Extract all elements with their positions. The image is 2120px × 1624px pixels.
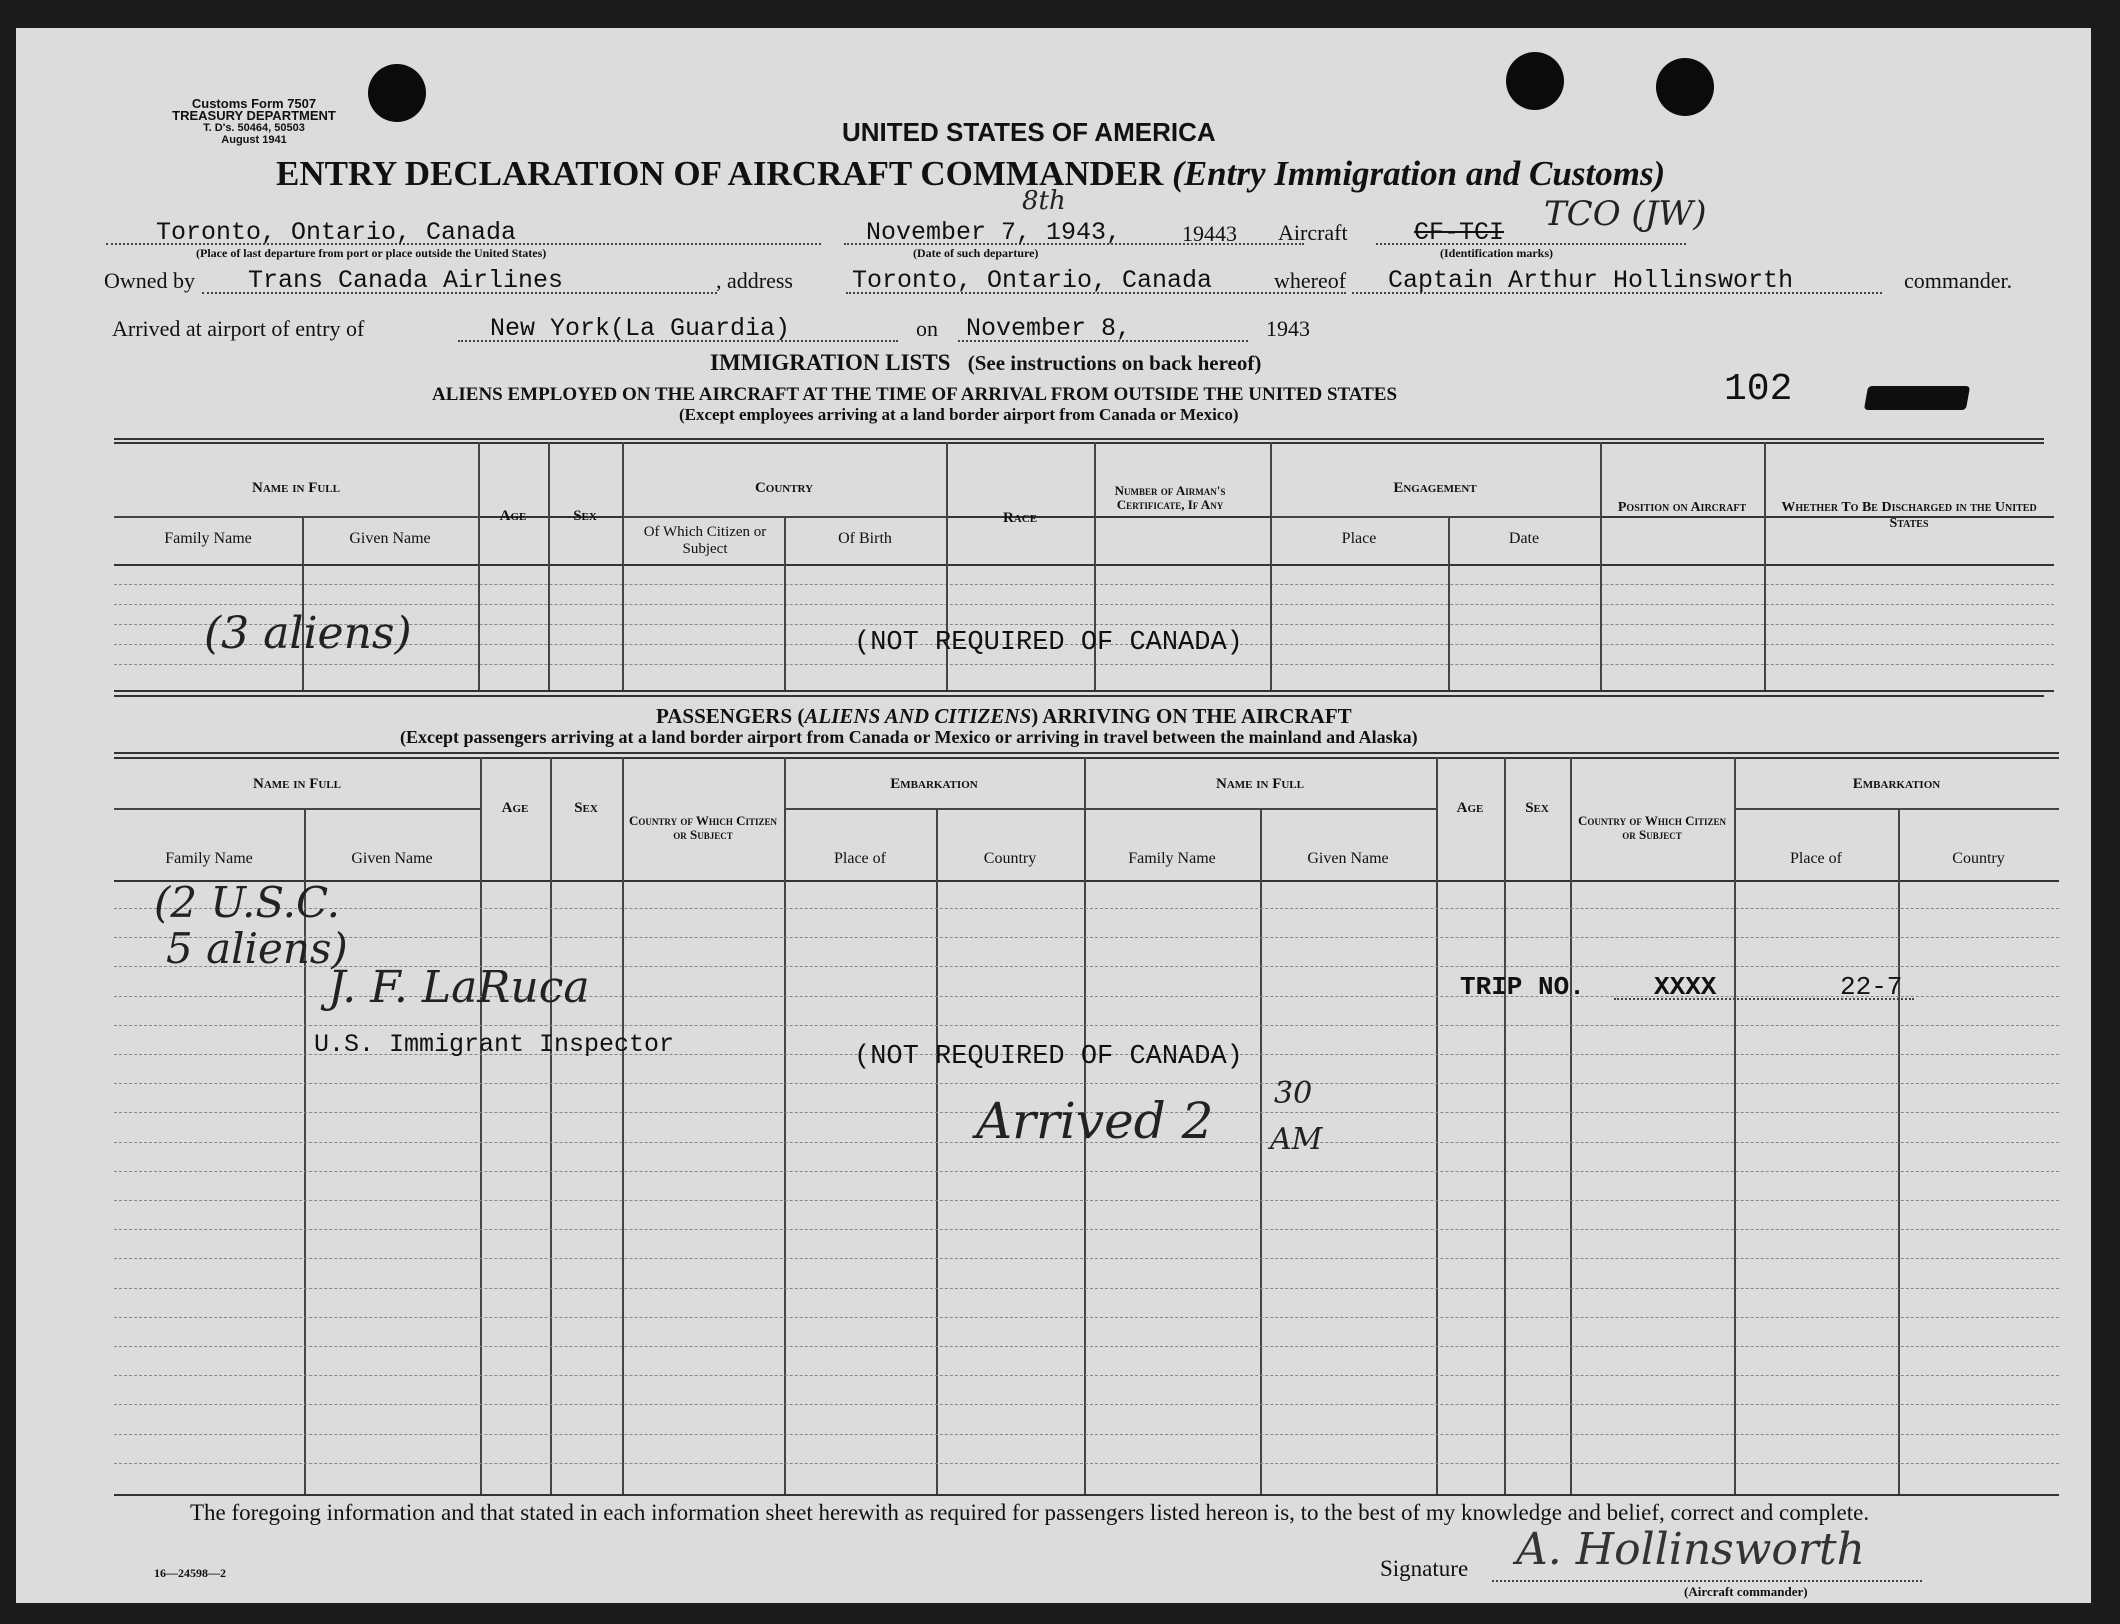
- form-title-main: ENTRY DECLARATION OF AIRCRAFT COMMANDER: [276, 154, 1164, 193]
- punch-hole-right: [1656, 58, 1714, 116]
- passenger-row-line: [114, 937, 2059, 938]
- departure-place: Toronto, Ontario, Canada: [156, 218, 517, 247]
- aircraft-id: CF-TCI: [1414, 218, 1505, 247]
- date-caption: (Date of such departure): [913, 246, 1039, 260]
- passenger-note-line1: (2 U.S.C.: [154, 878, 340, 927]
- on-label: on: [916, 316, 938, 341]
- passenger-note-line2: 5 aliens): [166, 924, 348, 973]
- aliens-subheading: (Except employees arriving at a land border airport from Canada or Mexico): [679, 405, 1239, 424]
- pass-col-country: Country: [983, 850, 1037, 867]
- pass-col-embarkation: Embarkation: [890, 776, 978, 792]
- departure-date: November 7, 1943,: [866, 218, 1122, 247]
- departure-caption: (Place of last departure from port or place outside the United States): [196, 246, 547, 260]
- immigration-heading-note: (See instructions on back hereof): [967, 351, 1262, 375]
- passenger-row-line: [114, 1404, 2059, 1405]
- aliens-col-citizen: Of Which Citizen or Subject: [643, 524, 767, 557]
- form-number: Customs Form 7507: [191, 96, 317, 111]
- treasury-decisions: T. D's. 50464, 50503: [203, 122, 305, 134]
- signature-label: Signature: [1380, 1556, 1469, 1581]
- aliens-col-discharged: Whether To Be Discharged in the United States: [1781, 500, 2037, 531]
- airport: New York(La Guardia): [490, 314, 791, 343]
- commander-label: commander.: [1904, 268, 2013, 293]
- arrived-note-text: Arrived 2: [976, 1092, 1214, 1150]
- signature-caption: (Aircraft commander): [1684, 1584, 1808, 1599]
- country-title: UNITED STATES OF AMERICA: [842, 117, 1216, 147]
- aliens-not-required-stamp: (NOT REQUIRED OF CANADA): [854, 628, 1243, 658]
- pass-col-age-2: Age: [1456, 800, 1484, 816]
- passengers-not-required-stamp: (NOT REQUIRED OF CANADA): [854, 1042, 1243, 1072]
- pass-col-sex: Sex: [574, 800, 598, 816]
- aliens-col-race: Race: [1002, 510, 1038, 526]
- passenger-row-line: [114, 1025, 2059, 1026]
- aliens-table: [114, 438, 2054, 696]
- commander-signature: A. Hollinsworth: [1516, 1524, 1865, 1575]
- pass-col-family-name: Family Name: [165, 850, 253, 867]
- pass-col-age: Age: [501, 800, 529, 816]
- passengers-heading: [656, 704, 1352, 729]
- pass-col-country-2: Country: [1952, 850, 2005, 867]
- pass-col-sex-2: Sex: [1525, 800, 1549, 816]
- form-sheet: [16, 28, 2091, 1603]
- arrived-note-am: AM: [1270, 1122, 1323, 1157]
- passengers-table: [114, 752, 2059, 1498]
- department: TREASURY DEPARTMENT: [172, 108, 336, 123]
- owned-by-label: Owned by: [104, 268, 196, 293]
- aircraft-label: Aircraft: [1278, 220, 1348, 245]
- inspector-signature: J. F. LaRuca: [328, 962, 590, 1013]
- passengers-heading-a: PASSENGERS (: [656, 704, 805, 728]
- passenger-row-line: [114, 1317, 2059, 1318]
- passengers-heading-c: ) ARRIVING ON THE AIRCRAFT: [1031, 704, 1352, 728]
- redaction-mark: [1864, 386, 1970, 410]
- aliens-col-position: Position on Aircraft: [1617, 500, 1747, 515]
- passenger-row-line: [114, 1171, 2059, 1172]
- passenger-row-line: [114, 1346, 2059, 1347]
- trip-number: 22-7: [1840, 972, 1903, 1002]
- immigration-heading: [710, 350, 1261, 376]
- pass-col-place-of-2: Place of: [1790, 850, 1842, 867]
- passengers-subheading: (Except passengers arriving at a land border airport from Canada or Mexico or arriving in travel between the mainland and Alaska): [400, 727, 1418, 747]
- passenger-row-line: [114, 908, 2059, 909]
- aliens-handwritten-note: (3 aliens): [204, 608, 412, 659]
- departure-date-correction: 8th: [1022, 186, 1066, 216]
- inspector-title: U.S. Immigrant Inspector: [314, 1030, 675, 1059]
- pass-col-embarkation-2: Embarkation: [1852, 776, 1941, 792]
- aliens-col-sex: Sex: [573, 508, 597, 524]
- form-title-sub: (Entry Immigration and Customs): [1172, 154, 1666, 193]
- passengers-heading-b: ALIENS AND CITIZENS: [804, 704, 1032, 728]
- address-label: , address: [716, 268, 793, 293]
- trip-label: TRIP NO.: [1460, 972, 1585, 1002]
- pass-col-given-name: Given Name: [351, 850, 433, 867]
- passenger-row-line: [114, 1375, 2059, 1376]
- commander: Captain Arthur Hollinsworth: [1388, 266, 1794, 295]
- pass-col-name-in-full-2: Name in Full: [1215, 776, 1304, 792]
- aliens-col-airman-cert: Number of Airman's Certificate, If Any: [1114, 483, 1226, 512]
- passenger-row-line: [114, 1229, 2059, 1230]
- aliens-col-name-in-full: Name in Full: [251, 480, 340, 496]
- id-caption: (Identification marks): [1440, 246, 1553, 260]
- aliens-col-birth: Of Birth: [838, 530, 892, 547]
- immigration-heading-title: IMMIGRATION LISTS: [710, 350, 951, 375]
- arrived-note-minutes: 30: [1274, 1076, 1313, 1111]
- passenger-row-line: [114, 1288, 2059, 1289]
- arrived-label: Arrived at airport of entry of: [112, 316, 365, 341]
- form-id-block: [104, 98, 404, 146]
- form-date: August 1941: [221, 134, 287, 146]
- aliens-col-country: Country: [754, 480, 814, 496]
- passenger-row-line: [114, 1463, 2059, 1464]
- pass-col-family-name-2: Family Name: [1128, 850, 1216, 867]
- passenger-row-line: [114, 1258, 2059, 1259]
- arrival-date: November 8,: [966, 314, 1132, 343]
- passenger-row-line: [114, 1434, 2059, 1435]
- pass-col-given-name-2: Given Name: [1307, 850, 1389, 867]
- print-code: 16—24598—2: [154, 1566, 226, 1580]
- passenger-row-line: [114, 1083, 2059, 1084]
- pass-col-citizen-2: Country of Which Citizen or Subject: [1578, 813, 1726, 842]
- pass-col-name-in-full: Name in Full: [252, 776, 341, 792]
- arrival-year: 1943: [1266, 316, 1310, 341]
- aliens-col-age: Age: [499, 508, 527, 524]
- year-label: 19443: [1182, 221, 1237, 246]
- address: Toronto, Ontario, Canada: [852, 266, 1213, 295]
- declaration: The foregoing information and that stated in each information sheet herewith as required for passengers listed hereon is, to the best of my knowledge and belief, correct and complete.: [190, 1500, 1870, 1525]
- aliens-col-given-name: Given Name: [349, 530, 431, 547]
- pass-col-citizen: Country of Which Citizen or Subject: [629, 813, 777, 842]
- whereof-label: whereof: [1274, 268, 1347, 293]
- form-title: [276, 154, 1665, 194]
- pass-col-place-of: Place of: [834, 850, 886, 867]
- punch-hole-middle: [1506, 52, 1564, 110]
- aircraft-id-correction: TCO (JW): [1544, 194, 1707, 234]
- owner: Trans Canada Airlines: [248, 266, 564, 295]
- aliens-col-family-name: Family Name: [164, 530, 252, 547]
- aliens-col-engagement: Engagement: [1393, 480, 1477, 496]
- trip-value: XXXX: [1654, 972, 1717, 1002]
- number-stamp: 102: [1724, 368, 1793, 411]
- arrived-note: [976, 1076, 1323, 1157]
- aliens-heading: ALIENS EMPLOYED ON THE AIRCRAFT AT THE TIME OF ARRIVAL FROM OUTSIDE THE UNITED STATES: [432, 384, 1398, 405]
- aliens-col-date: Date: [1508, 530, 1540, 547]
- aliens-col-place: Place: [1341, 530, 1377, 547]
- passenger-row-line: [114, 1200, 2059, 1201]
